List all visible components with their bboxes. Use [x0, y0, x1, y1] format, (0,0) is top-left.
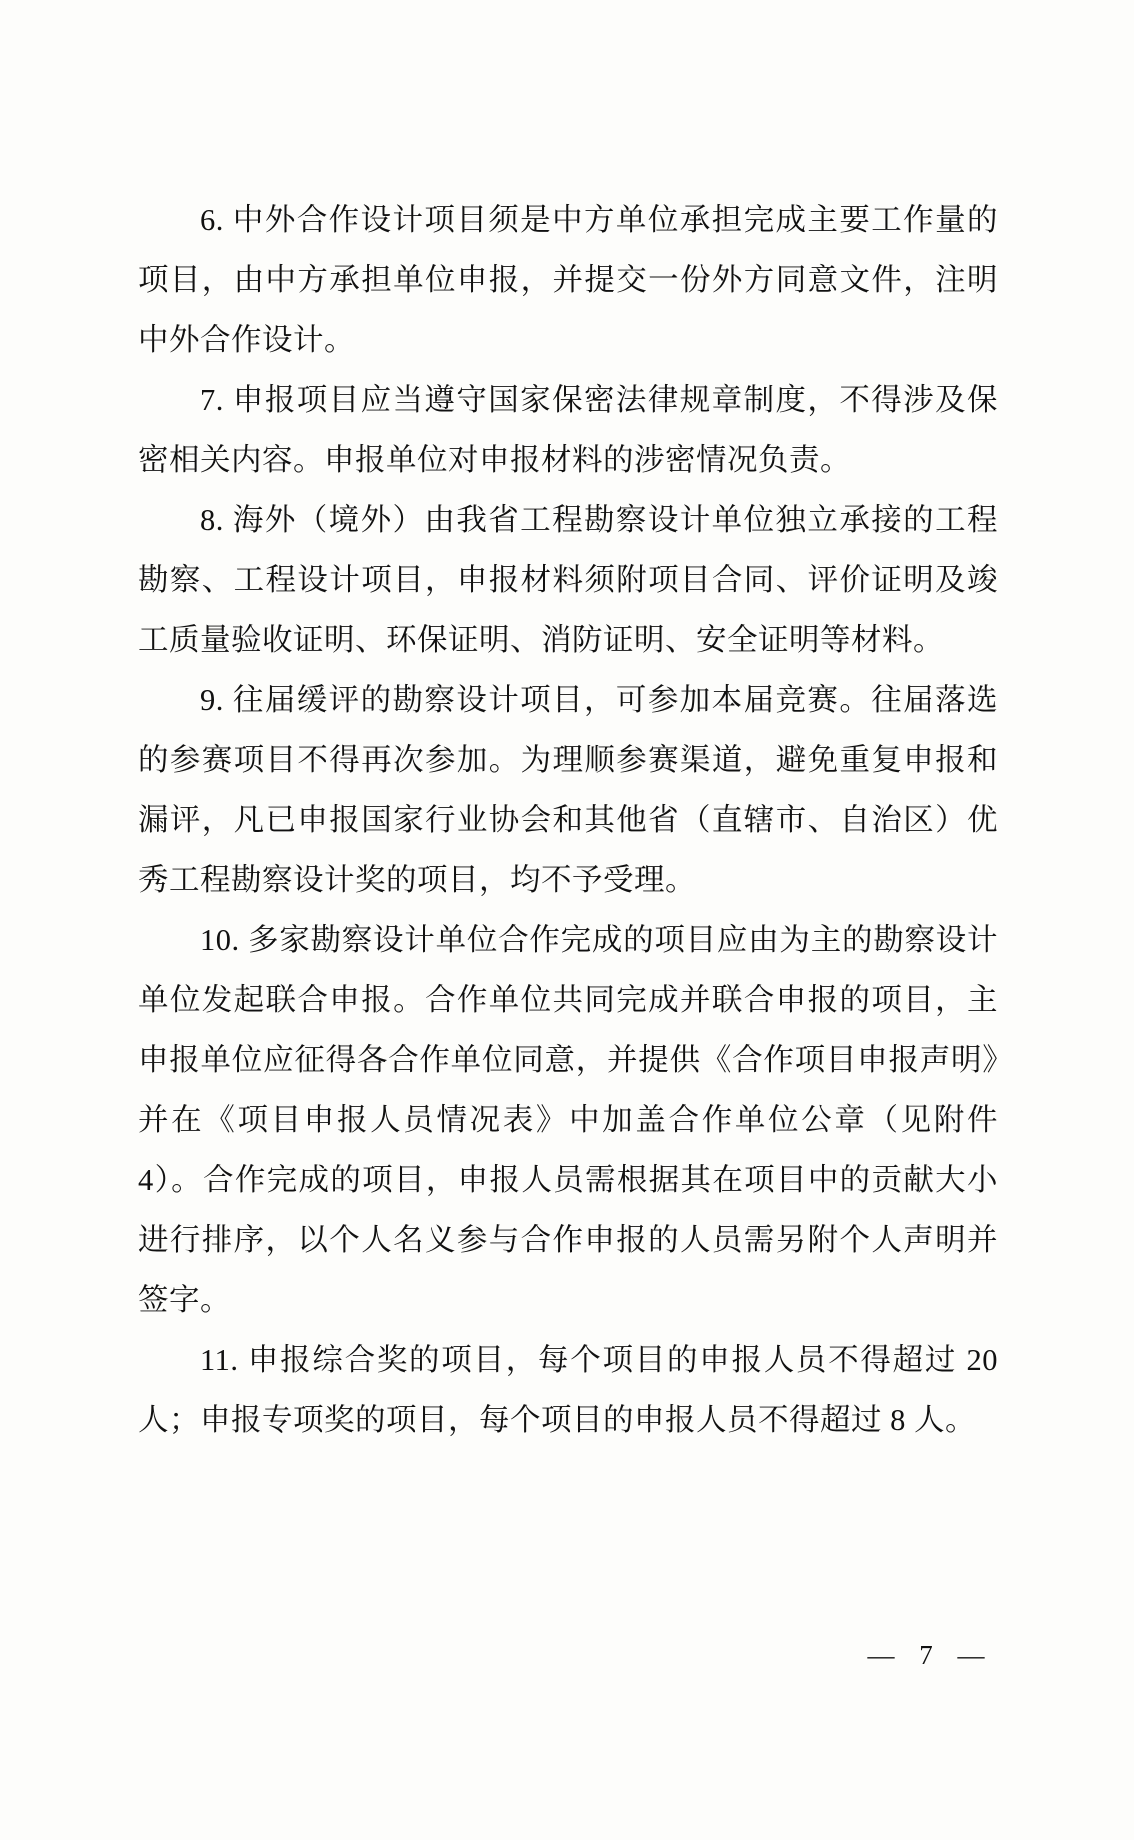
- paragraph-6: 6. 中外合作设计项目须是中方单位承担完成主要工作量的项目，由中方承担单位申报，并提交一份外方同意文件，注明中外合作设计。: [138, 203, 998, 357]
- document-body: [138, 190, 998, 1450]
- paragraph-11: 11. 申报综合奖的项目，每个项目的申报人员不得超过 20 人；申报专项奖的项目，每个项目的申报人员不得超过 8 人。: [138, 1343, 998, 1437]
- page-footer: [0, 1640, 1134, 1671]
- paragraph-9: 9. 往届缓评的勘察设计项目，可参加本届竞赛。往届落选的参赛项目不得再次参加。为理顺参赛渠道，避免重复申报和漏评，凡已申报国家行业协会和其他省（直辖市、自治区）优秀工程勘察设计奖的项目，均不予受理。: [138, 683, 998, 897]
- paragraph-8: 8. 海外（境外）由我省工程勘察设计单位独立承接的工程勘察、工程设计项目，申报材料须附项目合同、评价证明及竣工质量验收证明、环保证明、消防证明、安全证明等材料。: [138, 503, 998, 657]
- paragraph-10: 10. 多家勘察设计单位合作完成的项目应由为主的勘察设计单位发起联合申报。合作单位共同完成并联合申报的项目，主申报单位应征得各合作单位同意，并提供《合作项目申报声明》并在《项目申报人员情况表》中加盖合作单位公章（见附件 4）。合作完成的项目，申报人员需根据其在项目中的贡献大小进行排序，以个人名义参与合作申报的人员需另附个人声明并签字。: [138, 923, 998, 1317]
- footer-dash-left: —: [867, 1640, 897, 1670]
- page-footer-inner: [868, 1640, 987, 1671]
- page-number: 7: [919, 1640, 935, 1670]
- paragraph-7: 7. 申报项目应当遵守国家保密法律规章制度，不得涉及保密相关内容。申报单位对申报材料的涉密情况负责。: [138, 383, 998, 477]
- footer-dash-right: —: [957, 1640, 987, 1670]
